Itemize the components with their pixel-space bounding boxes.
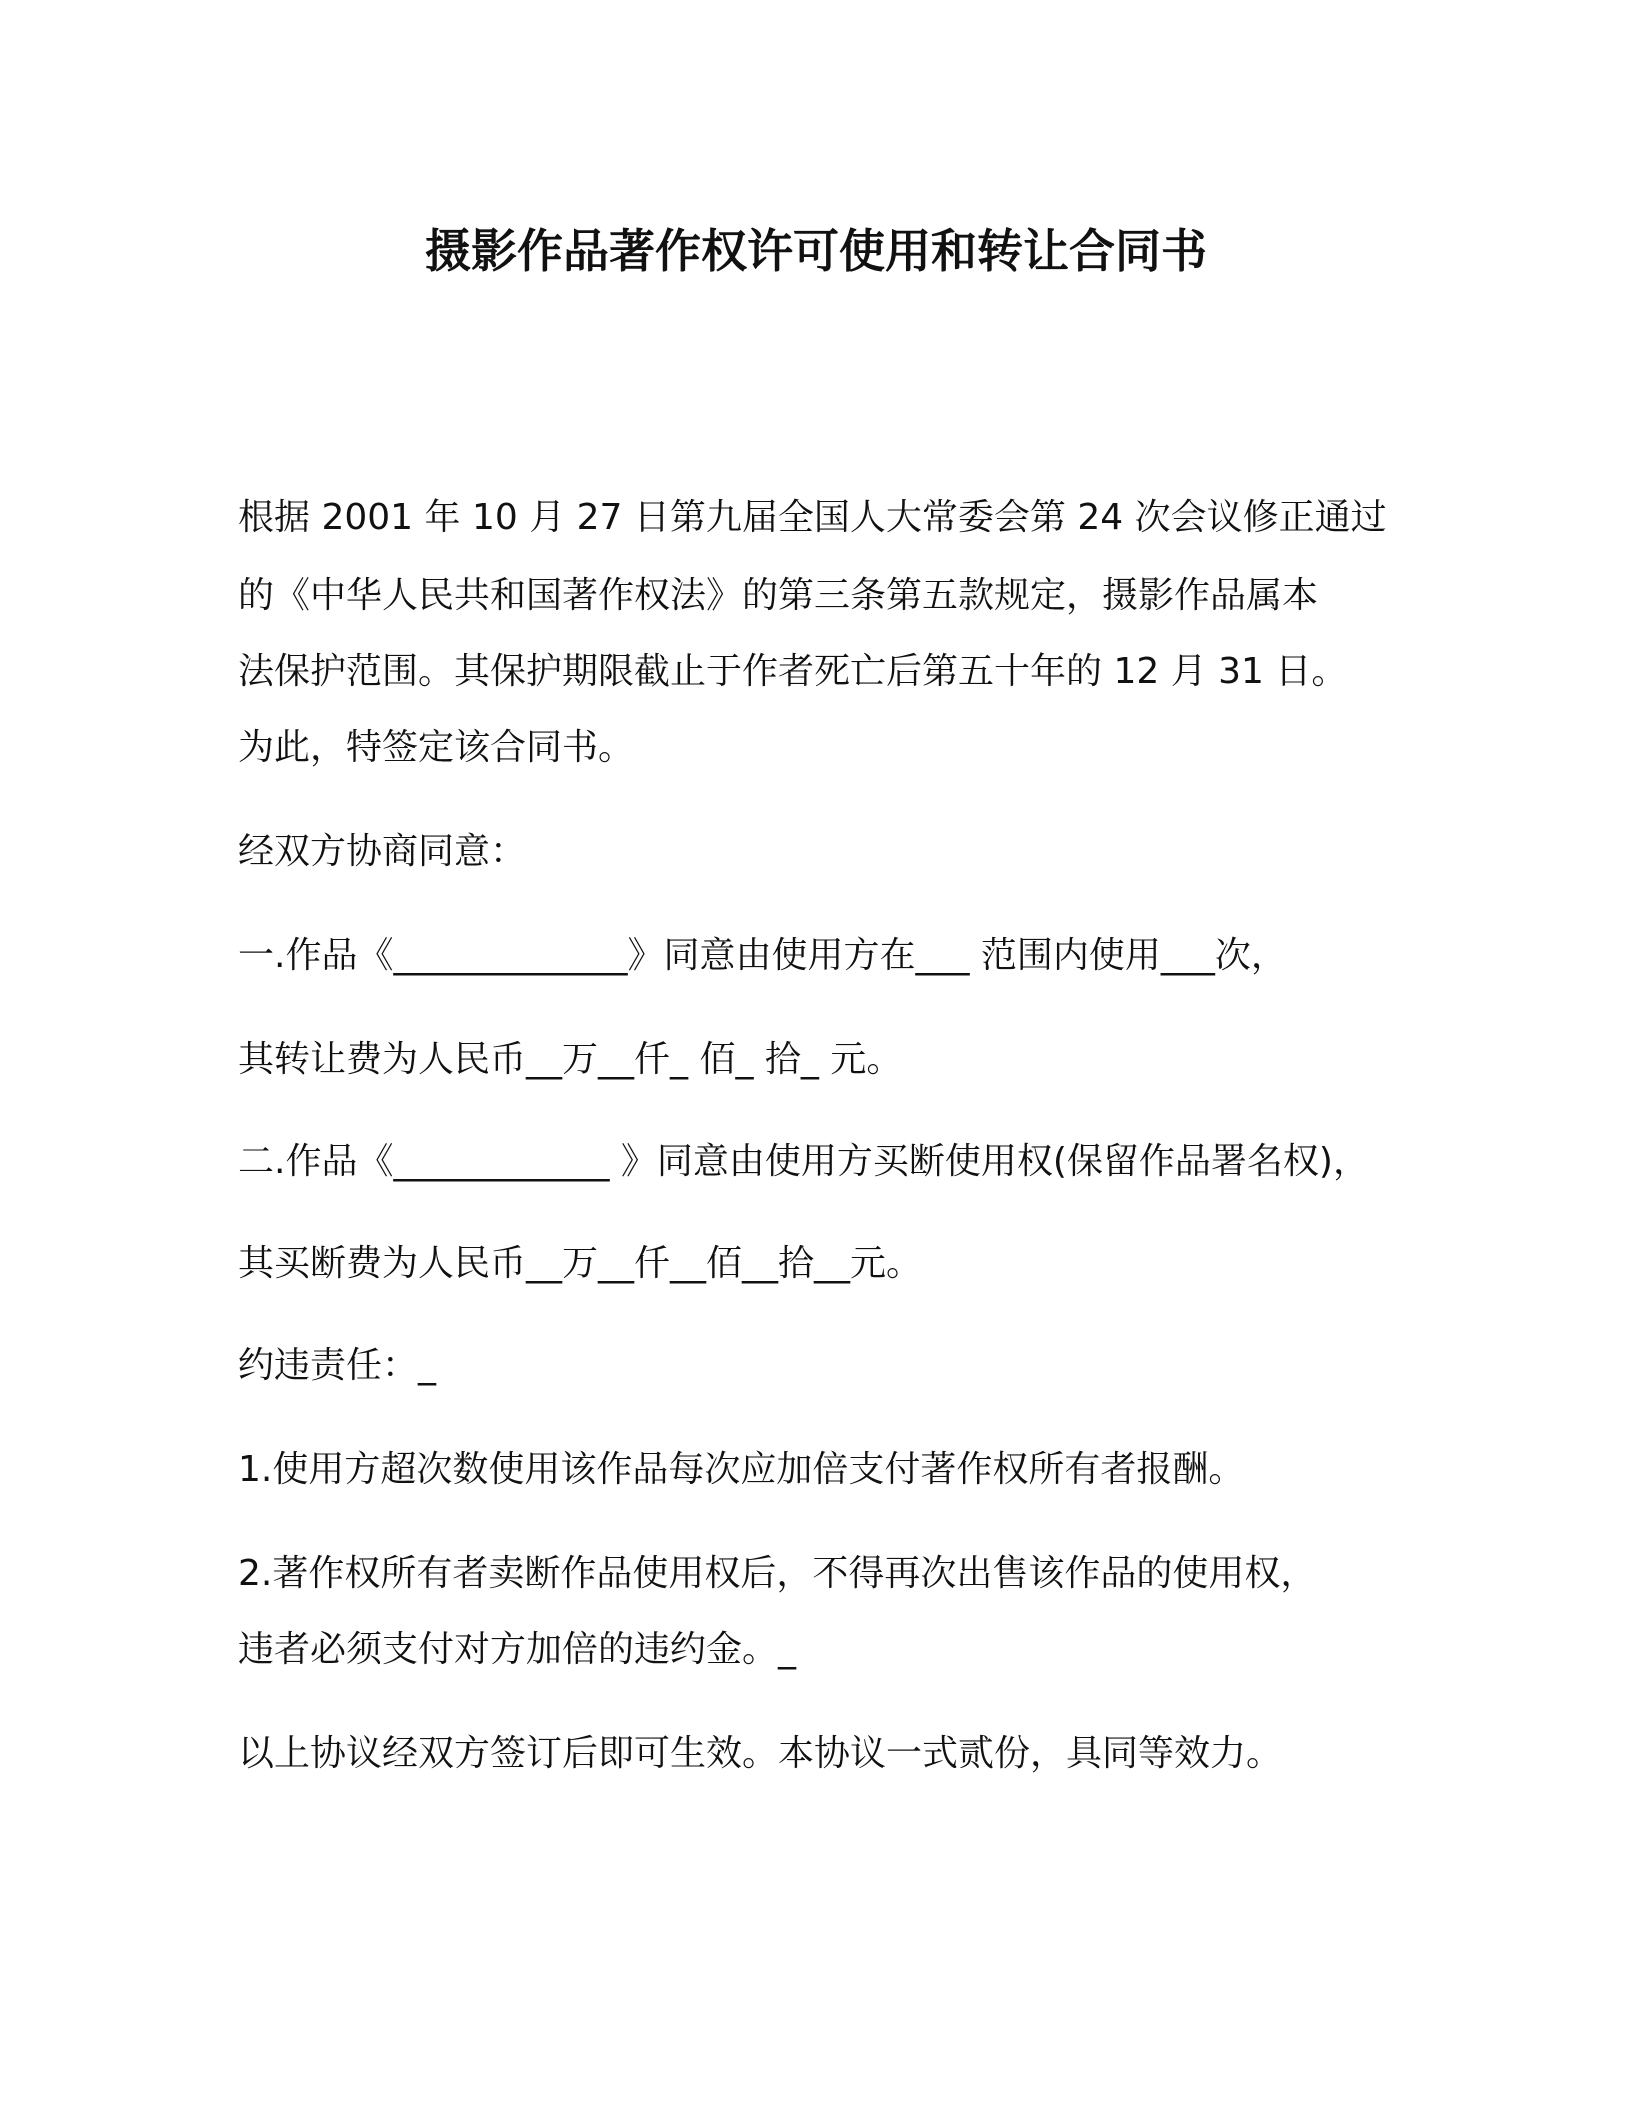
clause-2-line-2: 其买断费为人民币__万__仟__佰__拾__元。 xyxy=(238,1243,923,1284)
intro-line-1: 根据 2001 年 10 月 27 日第九届全国人大常委会第 24 次会议修正通过 xyxy=(238,497,1387,538)
closing-statement: 以上协议经双方签订后即可生效。本协议一式贰份，具同等效力。 xyxy=(238,1733,1283,1774)
liability-item-2-line-2: 违者必须支付对方加倍的违约金。_ xyxy=(238,1629,797,1670)
agreement-heading: 经双方协商同意： xyxy=(238,831,527,872)
clause-1-line-2: 其转让费为人民币__万__仟_ 佰_ 拾_ 元。 xyxy=(238,1039,903,1080)
liability-heading: 约违责任：_ xyxy=(238,1345,437,1386)
liability-item-1: 1.使用方超次数使用该作品每次应加倍支付著作权所有者报酬。 xyxy=(238,1449,1245,1490)
liability-item-2-line-1: 2.著作权所有者卖断作品使用权后，不得再次出售该作品的使用权， xyxy=(238,1553,1317,1594)
intro-line-3: 法保护范围。其保护期限截止于作者死亡后第五十年的 12 月 31 日。 xyxy=(238,651,1348,692)
document-title: 摄影作品著作权许可使用和转让合同书 xyxy=(425,224,1207,278)
clause-2-line-1: 二.作品《____________ 》同意由使用方买断使用权(保留作品署名权)， xyxy=(238,1141,1369,1182)
clause-1-line-1: 一.作品《_____________》同意由使用方在___ 范围内使用___次， xyxy=(238,935,1287,976)
intro-line-2: 的《中华人民共和国著作权法》的第三条第五款规定，摄影作品属本 xyxy=(238,575,1319,616)
intro-line-4: 为此，特签定该合同书。 xyxy=(238,727,635,768)
